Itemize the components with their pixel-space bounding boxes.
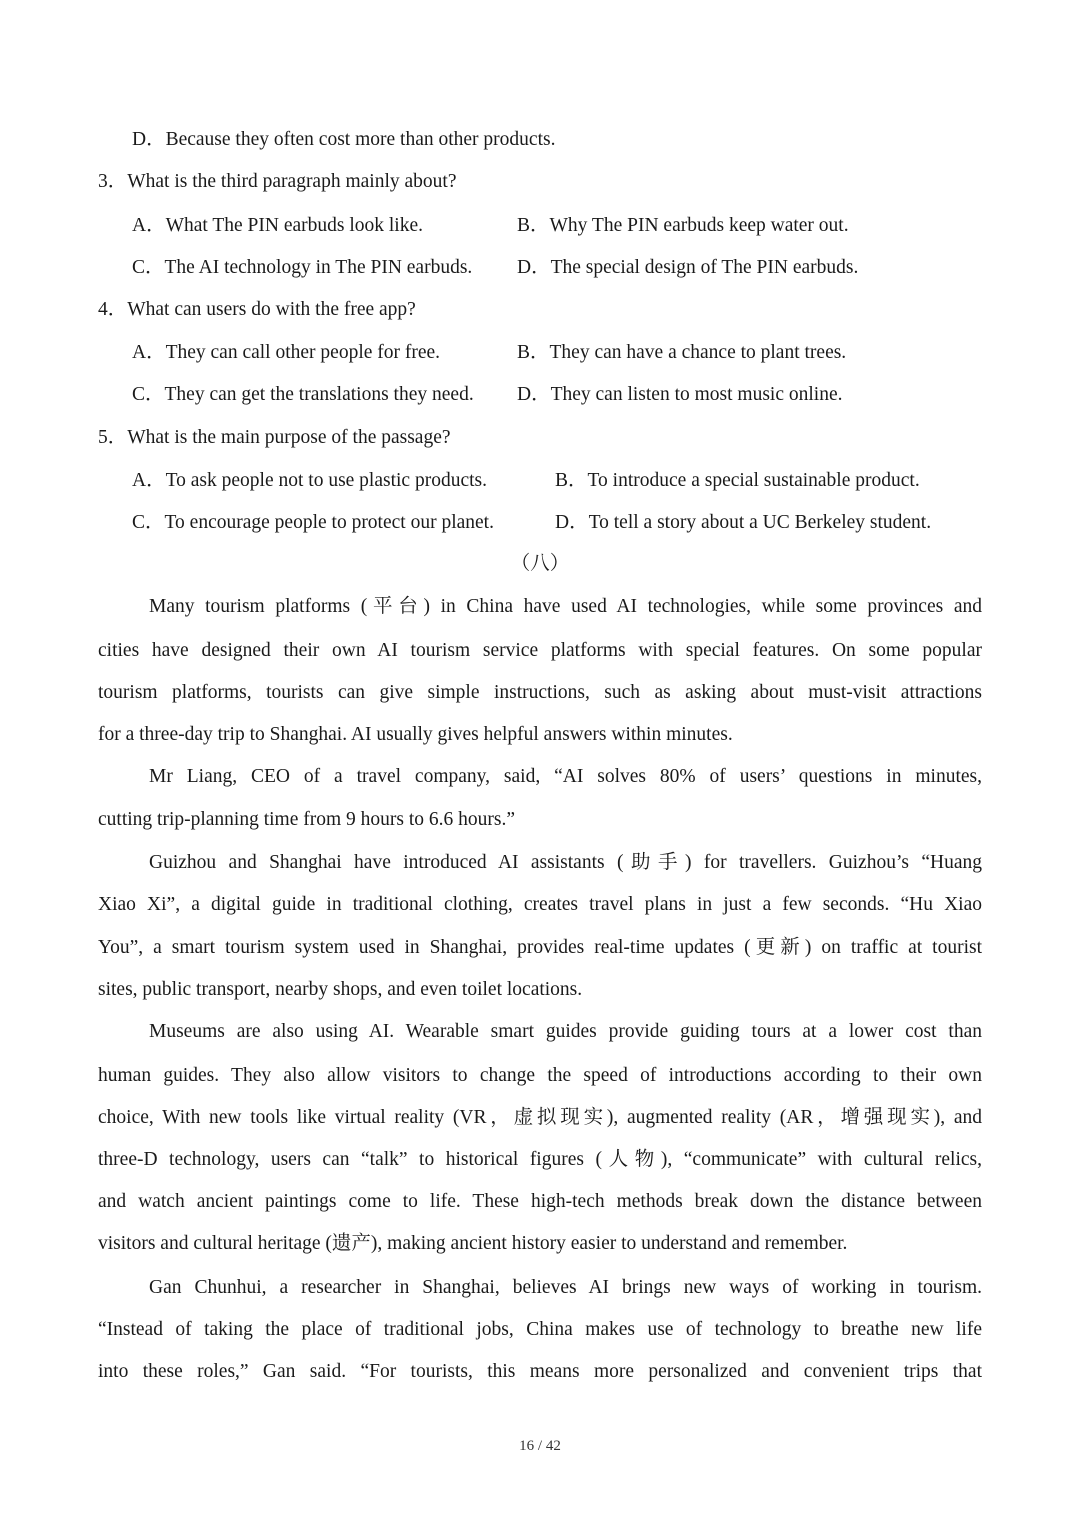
passage-p3-line-2: Xiao Xi”, a digital guide in traditional clothing, creates travel plans in just a few seconds. “Hu Xiao (98, 894, 982, 915)
passage-p4-line-5: and watch ancient paintings come to life. These high-tech methods break down the distance between (98, 1191, 982, 1212)
question-5-option-c: C．To encourage people to protect our planet. (132, 512, 494, 533)
passage-p2-line-1: Mr Liang, CEO of a travel company, said, “AI solves 80% of users’ questions in minutes, (149, 766, 982, 787)
question-4-option-b: B．They can have a chance to plant trees. (517, 342, 847, 363)
question-4-stem: 4．What can users do with the free app? (98, 299, 416, 320)
passage-p4-line-3: choice, With new tools like virtual reality (VR，虚拟现实), augmented reality (AR，增强现实), and (98, 1107, 982, 1128)
question-3-option-c: C．The AI technology in The PIN earbuds. (132, 257, 473, 278)
question-3-options-row-2 (0, 254, 1080, 282)
passage-p5-line-2: “Instead of taking the place of traditional jobs, China makes use of technology to breathe new life (98, 1319, 982, 1340)
question-5-option-d: D．To tell a story about a UC Berkeley student. (555, 512, 932, 533)
question-3-option-a: A．What The PIN earbuds look like. (132, 215, 423, 236)
passage-p2-line-2: cutting trip-planning time from 9 hours to 6.6 hours.” (98, 809, 516, 830)
passage-p3-line-4: sites, public transport, nearby shops, and even toilet locations. (98, 979, 583, 1000)
passage-p1-line-3: tourism platforms, tourists can give simple instructions, such as asking about must-visit attractions (98, 682, 982, 703)
page-number: 16 / 42 (519, 1438, 561, 1454)
question-5-options-row-1 (0, 467, 1080, 495)
question-5-option-b: B．To introduce a special sustainable product. (555, 470, 920, 491)
passage-p4-line-4: three-D technology, users can “talk” to historical figures (人物), “communicate” with cultural relics, (98, 1149, 982, 1170)
passage-p5-line-1: Gan Chunhui, a researcher in Shanghai, believes AI brings new ways of working in tourism. (149, 1277, 982, 1298)
passage-p3-line-1: Guizhou and Shanghai have introduced AI assistants (助手) for travellers. Guizhou’s “Huang (149, 852, 982, 873)
question-3-option-b: B．Why The PIN earbuds keep water out. (517, 215, 849, 236)
passage-p1-line-4: for a three-day trip to Shanghai. AI usually gives helpful answers within minutes. (98, 724, 733, 745)
question-4-option-a: A．They can call other people for free. (132, 342, 441, 363)
question-3-stem: 3．What is the third paragraph mainly about? (98, 171, 457, 192)
question-4-options-row-1 (0, 339, 1080, 367)
section-title: （八） (510, 553, 570, 574)
passage-p3-line-3: You”, a smart tourism system used in Shanghai, provides real-time updates (更新) on traffic at tourist (98, 937, 982, 958)
passage-p4-line-1: Museums are also using AI. Wearable smart guides provide guiding tours at a lower cost than (149, 1021, 982, 1042)
question-5-options-row-2 (0, 509, 1080, 537)
question-4-options-row-2 (0, 381, 1080, 409)
question-4-option-d: D．They can listen to most music online. (517, 384, 843, 405)
question-5-stem: 5．What is the main purpose of the passage? (98, 427, 451, 448)
passage-p4-line-6: visitors and cultural heritage (遗产), making ancient history easier to understand and remember. (98, 1233, 848, 1254)
question-5-option-a: A．To ask people not to use plastic products. (132, 470, 487, 491)
passage-p1-line-2: cities have designed their own AI tourism service platforms with special features. On some popular (98, 640, 982, 661)
q2-option-d: D．Because they often cost more than other products. (132, 129, 556, 150)
question-3-option-d: D．The special design of The PIN earbuds. (517, 257, 859, 278)
question-3-options-row-1 (0, 212, 1080, 240)
passage-p1-line-1: Many tourism platforms (平台) in China have used AI technologies, while some provinces and (149, 596, 982, 617)
question-4-option-c: C．They can get the translations they need. (132, 384, 474, 405)
passage-p4-line-2: human guides. They also allow visitors to change the speed of introductions according to their own (98, 1065, 982, 1086)
passage-p5-line-3: into these roles,” Gan said. “For tourists, this means more personalized and convenient trips that (98, 1361, 982, 1382)
